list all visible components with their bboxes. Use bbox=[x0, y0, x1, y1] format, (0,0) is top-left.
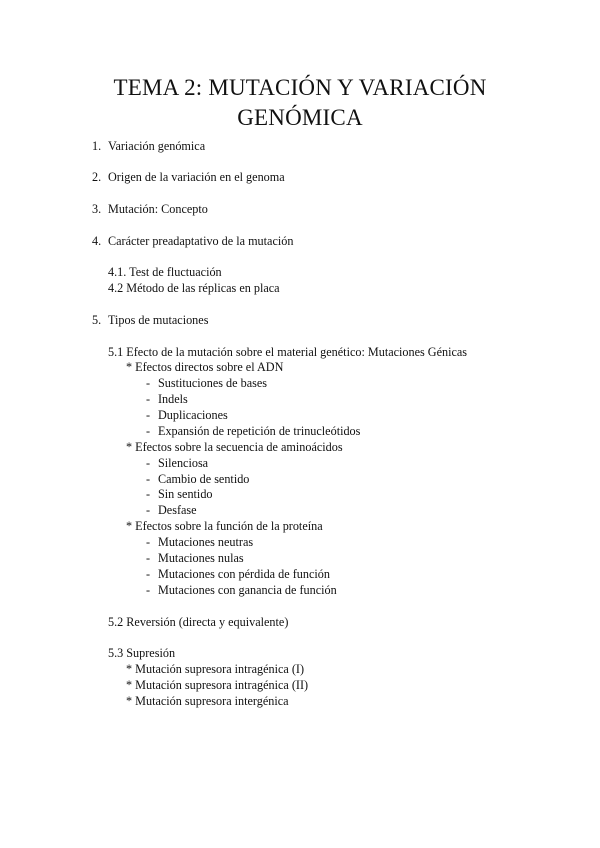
group-heading: * Efectos sobre la función de la proteína bbox=[126, 519, 323, 533]
list-item: - Mutaciones nulas bbox=[146, 551, 244, 565]
group-heading: * Efectos directos sobre el ADN bbox=[126, 360, 284, 374]
document-title-line-2: GENÓMICA bbox=[237, 105, 363, 130]
list-item: - Sin sentido bbox=[146, 487, 213, 501]
list-item: - Indels bbox=[146, 392, 188, 406]
subsection-4-2: 4.2 Método de las réplicas en placa bbox=[108, 281, 280, 295]
dash: - bbox=[146, 503, 151, 517]
section-number: 4. bbox=[92, 234, 102, 248]
section-title: Origen de la variación en el genoma bbox=[108, 170, 285, 184]
list-item: * Mutación supresora intragénica (II) bbox=[126, 678, 309, 692]
subsection-5-1: 5.1 Efecto de la mutación sobre el material genético: Mutaciones Génicas bbox=[108, 345, 468, 359]
dash: - bbox=[146, 408, 151, 422]
dash: - bbox=[146, 424, 151, 438]
section-1 bbox=[92, 139, 206, 154]
dash: - bbox=[146, 392, 151, 406]
list-item: - Duplicaciones bbox=[146, 408, 228, 422]
section-title: Variación genómica bbox=[108, 139, 206, 153]
section-5 bbox=[92, 313, 209, 328]
section-2 bbox=[92, 170, 285, 185]
list-item: - Cambio de sentido bbox=[146, 472, 250, 486]
dash: - bbox=[146, 551, 151, 565]
subsection-5-2: 5.2 Reversión (directa y equivalente) bbox=[108, 615, 289, 629]
group-heading: * Efectos sobre la secuencia de aminoácidos bbox=[126, 440, 343, 454]
section-title: Tipos de mutaciones bbox=[108, 313, 209, 327]
section-3 bbox=[92, 202, 208, 217]
list-item: - Mutaciones con ganancia de función bbox=[146, 583, 337, 597]
dash: - bbox=[146, 583, 151, 597]
document-title-line-1: TEMA 2: MUTACIÓN Y VARIACIÓN bbox=[113, 75, 487, 100]
section-number: 1. bbox=[92, 139, 102, 153]
section-number: 2. bbox=[92, 170, 102, 184]
list-item: - Mutaciones con pérdida de función bbox=[146, 567, 330, 581]
section-title: Carácter preadaptativo de la mutación bbox=[108, 234, 294, 248]
section-number: 3. bbox=[92, 202, 102, 216]
section-4 bbox=[92, 234, 294, 249]
dash: - bbox=[146, 456, 151, 470]
dash: - bbox=[146, 472, 151, 486]
list-item: - Expansión de repetición de trinucleótidos bbox=[146, 424, 361, 438]
list-item: - Sustituciones de bases bbox=[146, 376, 267, 390]
list-item: - Silenciosa bbox=[146, 456, 209, 470]
dash: - bbox=[146, 376, 151, 390]
list-item: - Desfase bbox=[146, 503, 197, 517]
dash: - bbox=[146, 487, 151, 501]
list-item: * Mutación supresora intergénica bbox=[126, 694, 289, 708]
list-item: * Mutación supresora intragénica (I) bbox=[126, 662, 305, 676]
subsection-4-1: 4.1. Test de fluctuación bbox=[108, 265, 222, 279]
section-title: Mutación: Concepto bbox=[108, 202, 208, 216]
dash: - bbox=[146, 567, 151, 581]
subsection-5-3: 5.3 Supresión bbox=[108, 646, 176, 660]
list-item: - Mutaciones neutras bbox=[146, 535, 254, 549]
section-number: 5. bbox=[92, 313, 102, 327]
dash: - bbox=[146, 535, 151, 549]
